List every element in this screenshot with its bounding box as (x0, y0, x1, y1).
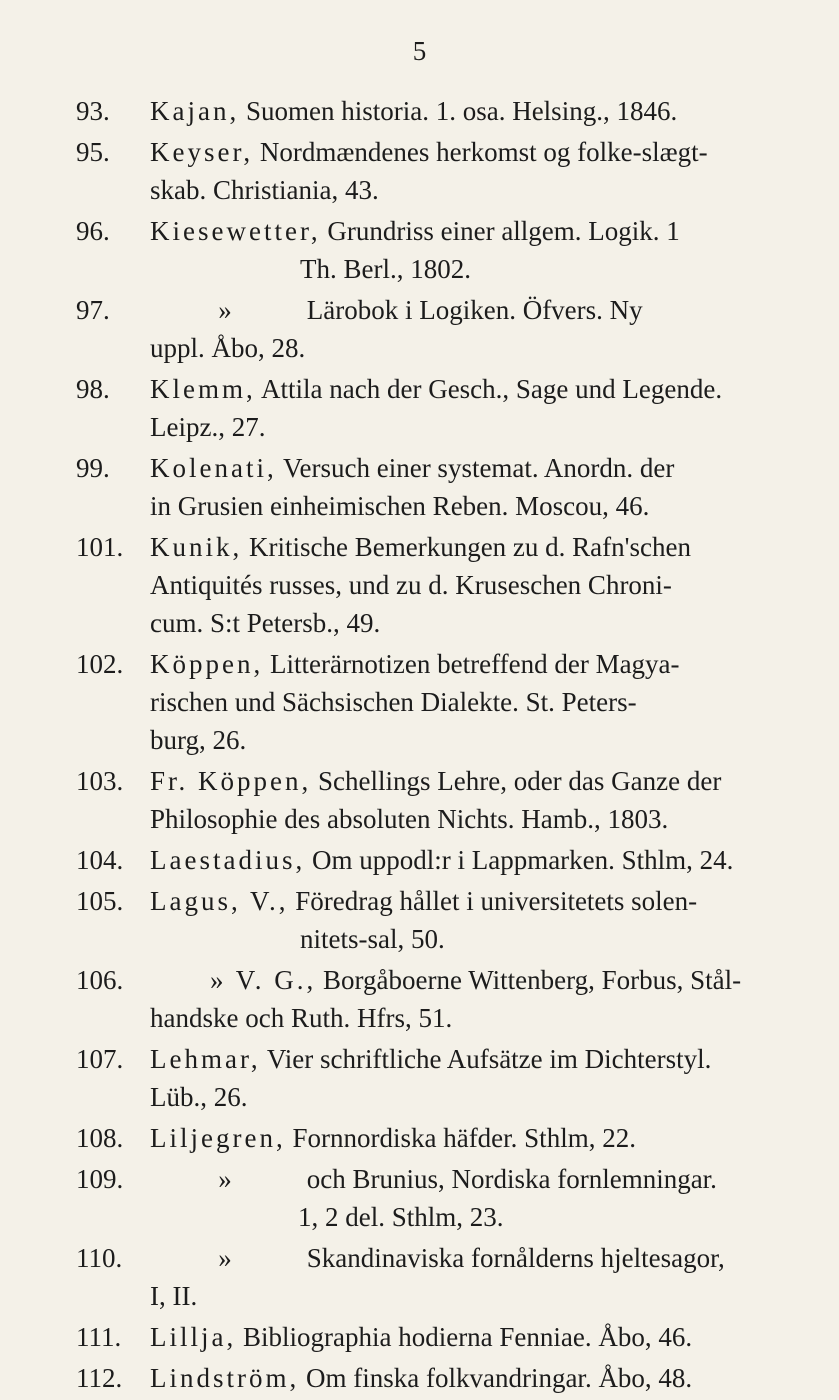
entry-110 (0, 1239, 839, 1315)
entry-105 (0, 882, 839, 958)
entry-107 (0, 1040, 839, 1116)
entry-text: uppl. Åbo, 28. (150, 333, 306, 363)
entry-text: Attila nach der Gesch., Sage und Legende. (261, 374, 723, 404)
entry-text: Leipz., 27. (150, 412, 266, 442)
author-name: Lehmar, (150, 1044, 261, 1074)
entry-text: burg, 26. (150, 725, 247, 755)
ditto-mark: » (218, 1164, 232, 1194)
entry-text: Grundriss einer allgem. Logik. 1 (327, 216, 680, 246)
entry-number: 101. (76, 532, 124, 562)
entry-text: cum. S:t Petersb., 49. (150, 608, 381, 638)
entry-text: 1, 2 del. Sthlm, 23. (298, 1202, 504, 1232)
entry-text: Fornnordiska häfder. Sthlm, 22. (292, 1123, 636, 1153)
entry-text: Bibliographia hodierna Fenniae. Åbo, 46. (242, 1322, 693, 1352)
entry-number: 112. (76, 1363, 123, 1393)
bibliography-list (0, 92, 839, 1400)
entry-99 (0, 449, 839, 525)
entry-number: 105. (76, 886, 124, 916)
entry-text: Kritische Bemerkungen zu d. Rafn'schen (249, 532, 691, 562)
entry-93 (0, 92, 839, 130)
entry-text: Schellings Lehre, oder das Ganze der (318, 766, 722, 796)
author-name: Kiesewetter, (150, 216, 321, 246)
author-name: » V. G., (210, 965, 317, 995)
author-name: Köppen, (150, 649, 264, 679)
author-name: Liljegren, (150, 1123, 286, 1153)
entry-112 (0, 1359, 839, 1397)
entry-text: I, II. (150, 1281, 198, 1311)
entry-number: 104. (76, 845, 124, 875)
entry-98 (0, 370, 839, 446)
author-name: Lillja, (150, 1322, 237, 1352)
entry-text: handske och Ruth. Hfrs, 51. (150, 1003, 453, 1033)
author-name: Fr. Köppen, (150, 766, 312, 796)
author-name: Keyser, (150, 137, 254, 167)
entry-102 (0, 645, 839, 759)
entry-109 (0, 1160, 839, 1236)
entry-text: Versuch einer systemat. Anordn. der (283, 453, 675, 483)
ditto-mark: » (218, 295, 232, 325)
entry-number: 109. (76, 1164, 124, 1194)
author-name: Kajan, (150, 96, 240, 126)
entry-text: Vier schriftliche Aufsätze im Dichterstyl. (266, 1044, 712, 1074)
author-name: Kunik, (150, 532, 243, 562)
entry-text: Om uppodl:r i Lappmarken. Sthlm, 24. (311, 845, 734, 875)
entry-number: 110. (76, 1243, 123, 1273)
entry-number: 95. (76, 137, 110, 167)
entry-106 (0, 961, 839, 1037)
author-name: Lagus, V., (150, 886, 289, 916)
entry-text: Borgåboerne Wittenberg, Forbus, Stål- (323, 965, 742, 995)
entry-number: 106. (76, 965, 124, 995)
entry-text: Th. Berl., 1802. (300, 254, 471, 284)
entry-number: 107. (76, 1044, 124, 1074)
entry-104 (0, 841, 839, 879)
entry-number: 108. (76, 1123, 124, 1153)
entry-number: 96. (76, 216, 110, 246)
entry-text: Lüb., 26. (150, 1082, 248, 1112)
entry-text: in Grusien einheimischen Reben. Moscou, 46. (150, 491, 650, 521)
entry-number: 97. (76, 295, 110, 325)
entry-number: 93. (76, 96, 110, 126)
entry-text: Antiquités russes, und zu d. Kruseschen Chroni- (150, 570, 672, 600)
entry-text: Om finska folkvandringar. Åbo, 48. (306, 1363, 693, 1393)
entry-number: 103. (76, 766, 124, 796)
entry-text: Nordmændenes herkomst og folke-slægt- (259, 137, 708, 167)
entry-number: 98. (76, 374, 110, 404)
entry-number: 102. (76, 649, 124, 679)
entry-96 (0, 212, 839, 288)
entry-number: 111. (76, 1322, 122, 1352)
entry-text: Skandinaviska fornålderns hjeltesagor, (306, 1243, 725, 1273)
page-number: 5 (412, 36, 427, 66)
entry-text: Philosophie des absoluten Nichts. Hamb., 1803. (150, 804, 669, 834)
entry-text: Litterärnotizen betreffend der Magya- (269, 649, 680, 679)
entry-text: rischen und Sächsischen Dialekte. St. Peters- (150, 687, 637, 717)
author-name: Kolenati, (150, 453, 277, 483)
entry-text: och Brunius, Nordiska fornlemningar. (306, 1164, 717, 1194)
author-name: Klemm, (150, 374, 256, 404)
entry-text: Lärobok i Logiken. Öfvers. Ny (306, 295, 643, 325)
entry-text: nitets-sal, 50. (300, 924, 445, 954)
entry-text: Föredrag hållet i universitetets solen- (295, 886, 698, 916)
entry-95 (0, 133, 839, 209)
entry-101 (0, 528, 839, 642)
author-name: Laestadius, (150, 845, 306, 875)
entry-text: Suomen historia. 1. osa. Helsing., 1846. (245, 96, 678, 126)
entry-111 (0, 1318, 839, 1356)
entry-97 (0, 291, 839, 367)
entry-108 (0, 1119, 839, 1157)
author-name: Lindström, (150, 1363, 300, 1393)
entry-number: 99. (76, 453, 110, 483)
entry-103 (0, 762, 839, 838)
ditto-mark: » (218, 1243, 232, 1273)
entry-text: skab. Christiania, 43. (150, 175, 379, 205)
